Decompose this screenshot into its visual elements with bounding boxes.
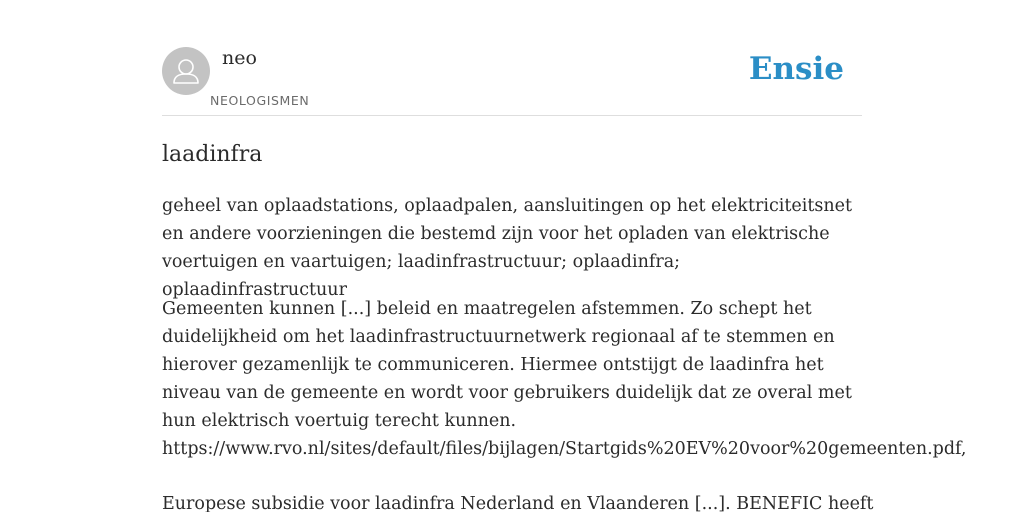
entry-definition: geheel van oplaadstations, oplaadpalen, aansluitingen op het elektriciteitsnet en andere voorzieningen die bestemd zijn voor het opladen van elektrische voertuigen en vaartuigen; laadinfrastructuur; oplaadinfra; oplaadinfrastructuur <box>162 196 853 300</box>
example-source-link[interactable]: https://www.rvo.nl/sites/default/files/bijlagen/Startgids%20EV%20voor%20gemeenten.pdf, <box>162 439 967 459</box>
entry-header <box>162 0 862 116</box>
ensie-logo[interactable]: Ensie <box>748 51 844 87</box>
category-label[interactable]: NEOLOGISMEN <box>210 93 310 108</box>
avatar[interactable] <box>162 47 210 95</box>
example-text: Gemeenten kunnen [...] beleid en maatregelen afstemmen. Zo schept het duidelijkheid om het laadinfrastructuurnetwerk regionaal af te stemmen en hierover gezamenlijk te communiceren. Hiermee ontstijgt de laadinfra het niveau van de gemeente en wordt voor gebruikers duidelijk dat ze overal met hun elektrisch voertuig terecht kunnen. <box>162 299 852 431</box>
entry-example <box>162 295 967 463</box>
entry-term: laadinfra <box>162 142 263 167</box>
user-icon <box>162 47 210 95</box>
entry-example-2: Europese subsidie voor laadinfra Nederland en Vlaanderen [...]. BENEFIC heeft <box>162 494 874 512</box>
author-name[interactable]: neo <box>222 47 257 69</box>
ensie-entry-page <box>162 0 967 512</box>
